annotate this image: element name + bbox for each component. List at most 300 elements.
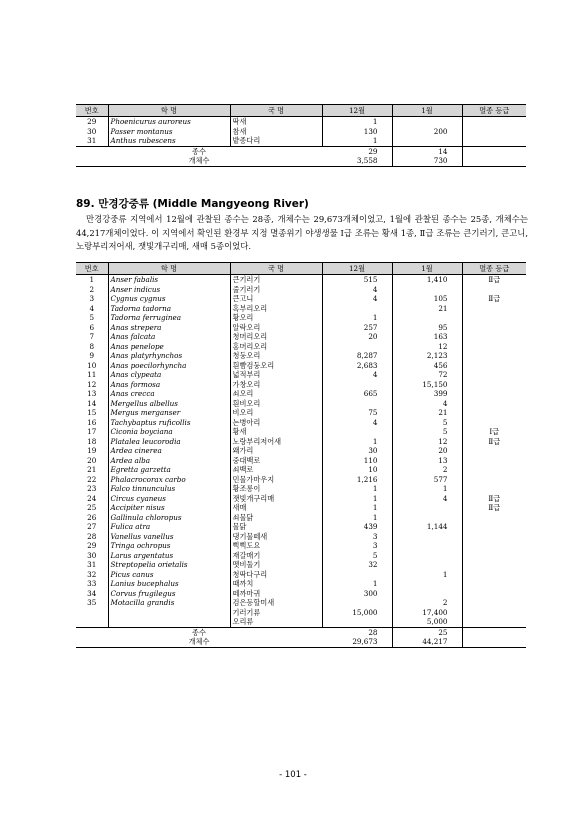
scientific-name: Larus argentatus (110, 550, 174, 560)
december-count: 1 (322, 313, 392, 323)
table-row (76, 437, 526, 447)
header-january: 1월 (392, 105, 462, 117)
january-count: 2 (392, 598, 462, 608)
extinction-grade (462, 418, 526, 428)
extinction-grade (462, 332, 526, 342)
scientific-name: Phoenicurus auroreus (110, 117, 191, 126)
table-row (76, 541, 526, 551)
header-number: 번호 (76, 263, 108, 275)
december-count: 4 (322, 294, 392, 304)
empty-cell (462, 156, 526, 166)
species-number: 6 (76, 323, 108, 333)
korean-name: 밭종다리 (230, 136, 322, 146)
table-header-row (76, 263, 526, 275)
korean-name: 황새 (230, 427, 322, 437)
extinction-grade (462, 475, 526, 485)
extinction-grade (462, 551, 526, 561)
extinction-grade (462, 456, 526, 466)
korean-name: 딱새 (230, 117, 322, 127)
january-count (392, 503, 462, 513)
december-count: 1 (322, 117, 392, 127)
table-row (76, 598, 526, 608)
species-count-row (76, 627, 526, 637)
scientific-name: Tadorna ferruginea (110, 313, 182, 322)
extinction-grade (462, 484, 526, 494)
january-count: 1 (392, 570, 462, 580)
table-row (76, 589, 526, 599)
empty-cell (462, 627, 526, 637)
extinction-grade (462, 342, 526, 352)
scientific-name: Tachybaptus ruficollis (110, 417, 191, 427)
extinction-grade (462, 579, 526, 589)
korean-name: 왜가리 (230, 446, 322, 456)
table-row (76, 313, 526, 323)
species-count-row (76, 146, 526, 156)
january-count: 200 (392, 127, 462, 137)
individual-count-row (76, 637, 526, 647)
january-count: 2,123 (392, 351, 462, 361)
extinction-grade (462, 570, 526, 580)
extinction-grade (462, 560, 526, 570)
korean-name: 쇠오리 (230, 389, 322, 399)
december-count: 1 (322, 484, 392, 494)
individual-count-december: 29,673 (322, 637, 392, 647)
empty-cell (462, 637, 526, 647)
table-row (76, 342, 526, 352)
species-number: 34 (76, 589, 108, 599)
species-number: 28 (76, 532, 108, 542)
species-number: 26 (76, 513, 108, 523)
table-row (76, 418, 526, 428)
extinction-grade (462, 617, 526, 627)
header-korean-name: 국 명 (230, 105, 322, 117)
korean-name: 황오리 (230, 313, 322, 323)
korean-name: 때까치 (230, 579, 322, 589)
species-count-label: 종수 (76, 627, 322, 637)
december-count: 665 (322, 389, 392, 399)
korean-name: 새매 (230, 503, 322, 513)
january-count: 15,150 (392, 380, 462, 390)
table-row (76, 304, 526, 314)
table-row (76, 408, 526, 418)
january-count: 163 (392, 332, 462, 342)
table-row (76, 494, 526, 504)
january-count: 95 (392, 323, 462, 333)
species-number: 3 (76, 294, 108, 304)
empty-cell (462, 146, 526, 156)
scientific-name: Anas strepera (110, 322, 162, 332)
korean-name: 검은등할미새 (230, 598, 322, 608)
december-count: 1 (322, 513, 392, 523)
species-number: 13 (76, 389, 108, 399)
december-count: 515 (322, 275, 392, 285)
header-number: 번호 (76, 105, 108, 117)
individual-count-january: 730 (392, 156, 462, 166)
scientific-name: Fulica atra (110, 522, 151, 531)
table-row (76, 456, 526, 466)
december-count (322, 342, 392, 352)
korean-name: 흰뺨검둥오리 (230, 361, 322, 371)
korean-name: 넓적부리 (230, 370, 322, 380)
january-count (392, 541, 462, 551)
january-count (392, 560, 462, 570)
scientific-name: Passer montanus (110, 126, 173, 136)
extinction-grade (462, 136, 526, 146)
january-count (392, 589, 462, 599)
individual-count-january: 44,217 (392, 637, 462, 647)
table-row (76, 380, 526, 390)
extinction-grade: Ⅱ급 (462, 437, 526, 447)
december-count: 10 (322, 465, 392, 475)
january-count: 12 (392, 342, 462, 352)
korean-name: 쇠물닭 (230, 513, 322, 523)
december-count: 5 (322, 551, 392, 561)
page-number: - 101 - (279, 770, 307, 780)
january-count (392, 532, 462, 542)
species-number: 14 (76, 399, 108, 409)
december-count (322, 427, 392, 437)
january-count: 5 (392, 427, 462, 437)
species-number: 10 (76, 361, 108, 371)
scientific-name: Motacilla grandis (110, 598, 175, 607)
january-count (392, 136, 462, 146)
header-korean-name: 국 명 (230, 263, 322, 275)
table-row (76, 370, 526, 380)
korean-name: 삑삑도요 (230, 541, 322, 551)
january-count: 1,144 (392, 522, 462, 532)
scientific-name: Anser fabalis (110, 275, 159, 284)
scientific-name: Ciconia boyciana (110, 427, 173, 436)
extinction-grade (462, 465, 526, 475)
scientific-name: Gallinula chloropus (110, 512, 182, 522)
december-count: 4 (322, 418, 392, 428)
january-count: 17,400 (392, 608, 462, 618)
december-count: 32 (322, 560, 392, 570)
january-count: 399 (392, 389, 462, 399)
december-count: 257 (322, 323, 392, 333)
extinction-grade (462, 351, 526, 361)
scientific-name: Anas falcata (110, 332, 156, 341)
species-table-top (76, 104, 526, 167)
scientific-name: Vanellus vanellus (110, 531, 174, 541)
table-row (76, 389, 526, 399)
table-row (76, 570, 526, 580)
korean-name: 참새 (230, 127, 322, 137)
korean-name: 재갈매기 (230, 551, 322, 561)
korean-name: 황조롱이 (230, 484, 322, 494)
scientific-name (108, 617, 230, 627)
korean-name: 잿빛개구리매 (230, 494, 322, 504)
january-count: 456 (392, 361, 462, 371)
table-row (76, 484, 526, 494)
january-count (392, 579, 462, 589)
table-row (76, 117, 526, 127)
december-count: 3 (322, 532, 392, 542)
species-number: 31 (76, 560, 108, 570)
species-table-middle-mangyeong (76, 262, 526, 648)
table-row (76, 323, 526, 333)
table-row (76, 617, 526, 627)
january-count: 5 (392, 418, 462, 428)
korean-name: 알락오리 (230, 323, 322, 333)
december-count (322, 380, 392, 390)
table-row (76, 551, 526, 561)
individual-count-label: 개체수 (76, 637, 322, 647)
scientific-name: Mergellus albellus (110, 398, 178, 408)
january-count: 1 (392, 484, 462, 494)
extinction-grade: Ⅱ급 (462, 494, 526, 504)
january-count: 72 (392, 370, 462, 380)
table-row (76, 427, 526, 437)
table-row (76, 465, 526, 475)
species-number: 1 (76, 275, 108, 285)
extinction-grade (462, 532, 526, 542)
species-number: 5 (76, 313, 108, 323)
species-number: 17 (76, 427, 108, 437)
species-number: 15 (76, 408, 108, 418)
december-count: 15,000 (322, 608, 392, 618)
january-count: 21 (392, 304, 462, 314)
korean-name: 쇠백로 (230, 465, 322, 475)
extinction-grade (462, 127, 526, 137)
table-row (76, 503, 526, 513)
january-count: 4 (392, 399, 462, 409)
extinction-grade (462, 541, 526, 551)
scientific-name: Tringa ochropus (110, 541, 171, 550)
species-number: 2 (76, 285, 108, 295)
extinction-grade (462, 380, 526, 390)
header-january: 1월 (392, 263, 462, 275)
december-count: 4 (322, 285, 392, 295)
scientific-name: Accipiter nisus (110, 503, 165, 512)
scientific-name: Anas penelope (110, 341, 164, 351)
january-count (392, 117, 462, 127)
december-count: 4 (322, 370, 392, 380)
korean-name: 댕기물떼새 (230, 532, 322, 542)
table-row (76, 579, 526, 589)
header-december: 12월 (322, 263, 392, 275)
scientific-name: Tadorna tadorna (110, 303, 172, 313)
korean-name: 오리류 (230, 617, 322, 627)
header-scientific-name: 학 명 (108, 105, 230, 117)
extinction-grade (462, 304, 526, 314)
species-number: 29 (76, 541, 108, 551)
species-number: 12 (76, 380, 108, 390)
extinction-grade (462, 522, 526, 532)
scientific-name: Egretta garzetta (110, 465, 171, 474)
table-row (76, 608, 526, 618)
species-number: 21 (76, 465, 108, 475)
table-row (76, 275, 526, 285)
december-count (322, 399, 392, 409)
korean-name: 논병아리 (230, 418, 322, 428)
december-count: 1 (322, 579, 392, 589)
extinction-grade (462, 408, 526, 418)
table-row (76, 294, 526, 304)
scientific-name: Anas crecca (110, 389, 155, 398)
scientific-name: Cygnus cygnus (110, 294, 166, 303)
header-scientific-name: 학 명 (108, 263, 230, 275)
species-number: 24 (76, 494, 108, 504)
korean-name: 물닭 (230, 522, 322, 532)
scientific-name: Corvus frugilegus (110, 588, 176, 598)
january-count: 5,000 (392, 617, 462, 627)
scientific-name: Lanius bucephalus (110, 579, 179, 588)
january-count: 13 (392, 456, 462, 466)
table-row (76, 127, 526, 137)
korean-name: 비오리 (230, 408, 322, 418)
january-count: 21 (392, 408, 462, 418)
extinction-grade (462, 313, 526, 323)
extinction-grade (462, 117, 526, 127)
korean-name: 큰기러기 (230, 275, 322, 285)
extinction-grade (462, 389, 526, 399)
table-row (76, 446, 526, 456)
january-count: 577 (392, 475, 462, 485)
january-count: 12 (392, 437, 462, 447)
scientific-name: Anas platyrhynchos (110, 351, 183, 360)
table-row (76, 136, 526, 146)
extinction-grade: Ⅱ급 (462, 275, 526, 285)
header-december: 12월 (322, 105, 392, 117)
scientific-name: Anas poecilorhyncha (110, 360, 187, 370)
section-title: 89. 만경강중류 (Middle Mangyeong River) (76, 198, 309, 210)
species-number: 4 (76, 304, 108, 314)
december-count: 1 (322, 437, 392, 447)
january-count (392, 513, 462, 523)
species-number: 32 (76, 570, 108, 580)
korean-name: 줄기러기 (230, 285, 322, 295)
scientific-name: Ardea cinerea (110, 446, 162, 455)
table-row (76, 513, 526, 523)
january-count: 4 (392, 494, 462, 504)
header-extinction-grade: 멸종 등급 (462, 105, 526, 117)
individual-count-label: 개체수 (76, 156, 322, 166)
species-number: 25 (76, 503, 108, 513)
korean-name: 중대백로 (230, 456, 322, 466)
species-count-january: 14 (392, 146, 462, 156)
december-count: 1,216 (322, 475, 392, 485)
december-count: 2,683 (322, 361, 392, 371)
korean-name: 민물가마우지 (230, 475, 322, 485)
table-row (76, 285, 526, 295)
extinction-grade: Ⅱ급 (462, 294, 526, 304)
korean-name: 떼까마귀 (230, 589, 322, 599)
scientific-name: Circus cyaneus (110, 493, 166, 503)
december-count: 75 (322, 408, 392, 418)
scientific-name: Streptopelia orietalis (110, 560, 188, 569)
extinction-grade (462, 608, 526, 618)
species-number: 20 (76, 456, 108, 466)
extinction-grade (462, 285, 526, 295)
extinction-grade: Ⅱ급 (462, 503, 526, 513)
scientific-name: Mergus merganser (110, 408, 181, 417)
scientific-name (108, 608, 230, 618)
extinction-grade (462, 323, 526, 333)
korean-name: 혹부리오리 (230, 304, 322, 314)
korean-name: 기러기류 (230, 608, 322, 618)
december-count: 1 (322, 503, 392, 513)
korean-name: 청머리오리 (230, 332, 322, 342)
extinction-grade (462, 598, 526, 608)
december-count: 8,287 (322, 351, 392, 361)
species-count-december: 28 (322, 627, 392, 637)
extinction-grade: Ⅰ급 (462, 427, 526, 437)
december-count (322, 570, 392, 580)
korean-name: 큰고니 (230, 294, 322, 304)
extinction-grade (462, 361, 526, 371)
december-count: 30 (322, 446, 392, 456)
species-number: 35 (76, 598, 108, 608)
korean-name: 노랑부리저어새 (230, 437, 322, 447)
december-count: 1 (322, 494, 392, 504)
scientific-name: Falco tinnunculus (110, 484, 176, 493)
species-number (76, 617, 108, 627)
species-count-label: 종수 (76, 146, 322, 156)
scientific-name: Anser indicus (110, 284, 161, 294)
january-count (392, 551, 462, 561)
december-count: 20 (322, 332, 392, 342)
january-count (392, 313, 462, 323)
january-count (392, 285, 462, 295)
table-row (76, 361, 526, 371)
scientific-name: Ardea alba (110, 455, 151, 465)
korean-name: 멧비둘기 (230, 560, 322, 570)
species-number (76, 608, 108, 618)
species-number: 11 (76, 370, 108, 380)
december-count (322, 598, 392, 608)
extinction-grade (462, 399, 526, 409)
header-extinction-grade: 멸종 등급 (462, 263, 526, 275)
december-count (322, 304, 392, 314)
species-number: 30 (76, 127, 108, 137)
december-count (322, 617, 392, 627)
species-count-december: 29 (322, 146, 392, 156)
december-count: 130 (322, 127, 392, 137)
korean-name: 가창오리 (230, 380, 322, 390)
individual-count-december: 3,558 (322, 156, 392, 166)
scientific-name: Anas formosa (110, 379, 161, 389)
section-paragraph: 만경강중류 지역에서 12월에 관찰된 종수는 28종, 개체수는 29,673개체이었고, 1월에 관찰된 종수는 25종, 개체수는 44,217개체이었다. 이 지역에서 확인된 환경부 지정 멸종위기 야생생물 Ⅰ급 조류는 황새 1종, Ⅱ급 조류는 큰기러기, 큰고니, 노랑부리저어새, 잿빛개구리매, 새매 5종이었다. (76, 214, 528, 251)
table-row (76, 532, 526, 542)
species-number: 33 (76, 579, 108, 589)
korean-name: 흰비오리 (230, 399, 322, 409)
table-row (76, 560, 526, 570)
species-number: 18 (76, 437, 108, 447)
december-count: 300 (322, 589, 392, 599)
species-number: 23 (76, 484, 108, 494)
species-number: 7 (76, 332, 108, 342)
january-count: 1,410 (392, 275, 462, 285)
table-row (76, 351, 526, 361)
species-number: 22 (76, 475, 108, 485)
scientific-name: Anthus rubescens (110, 136, 176, 145)
scientific-name: Platalea leucorodia (110, 436, 181, 446)
extinction-grade (462, 446, 526, 456)
extinction-grade (462, 589, 526, 599)
scientific-name: Picus canus (110, 569, 154, 579)
january-count: 105 (392, 294, 462, 304)
korean-name: 홍머리오리 (230, 342, 322, 352)
extinction-grade (462, 513, 526, 523)
species-count-january: 25 (392, 627, 462, 637)
korean-name: 청둥오리 (230, 351, 322, 361)
table-row (76, 475, 526, 485)
species-number: 30 (76, 551, 108, 561)
december-count: 1 (322, 136, 392, 146)
species-number: 31 (76, 136, 108, 146)
species-number: 29 (76, 117, 108, 127)
